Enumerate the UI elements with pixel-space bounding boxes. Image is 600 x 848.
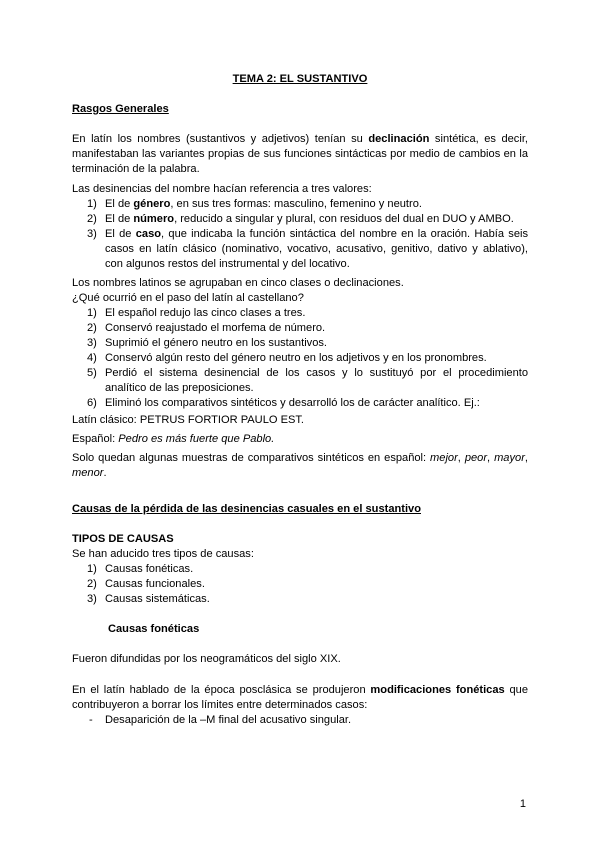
foneticas-heading: Causas fonéticas bbox=[108, 623, 200, 635]
list-item: 2) El de número, reducido a singular y plural, con residuos del dual en DUO y AMBO. bbox=[87, 213, 514, 225]
tipos-heading: TIPOS DE CAUSAS bbox=[72, 533, 174, 545]
list-item: 1) El de género, en sus tres formas: masculino, femenino y neutro. bbox=[87, 198, 422, 210]
term-declinacion: declinación bbox=[368, 133, 430, 145]
posclasica-paragraph: En el latín hablado de la época posclásica se produjeron modificaciones fonéticas que contribuyeron a borrar los límites entre determinados casos: bbox=[72, 684, 528, 711]
desinencias-intro: Las desinencias del nombre hacían referencia a tres valores: bbox=[72, 183, 372, 195]
list-item: 2) Causas funcionales. bbox=[87, 578, 205, 590]
nombres-latinos: Los nombres latinos se agrupaban en cinco clases o declinaciones. bbox=[72, 277, 404, 289]
list-item: 1) El español redujo las cinco clases a tres. bbox=[87, 307, 306, 319]
section-heading-causas: Causas de la pérdida de las desinencias casuales en el sustantivo bbox=[72, 503, 421, 515]
list-item: - Desaparición de la –M final del acusativo singular. bbox=[89, 714, 352, 726]
list-item: 5) Perdió el sistema desinencial de los casos y lo sustituyó por el procedimiento analítico de las preposiciones. bbox=[87, 367, 528, 394]
intro-paragraph: En latín los nombres (sustantivos y adjetivos) tenían su declinación sintética, es decir, manifestaban las variantes propias de sus funciones sintácticas por medio de cambios en la terminación de la palabra. bbox=[72, 133, 528, 175]
espanol-example: Español: Pedro es más fuerte que Pablo. bbox=[72, 433, 275, 445]
page-number: 1 bbox=[519, 798, 526, 810]
difundidas-paragraph: Fueron difundidas por los neogramáticos del siglo XIX. bbox=[72, 653, 341, 665]
tipos-intro: Se han aducido tres tipos de causas: bbox=[72, 548, 254, 560]
list-item: 6) Eliminó los comparativos sintéticos y desarrolló los de carácter analítico. Ej.: bbox=[87, 397, 480, 409]
list-item: 1) Causas fonéticas. bbox=[87, 563, 194, 575]
comparativos-paragraph: Solo quedan algunas muestras de comparativos sintéticos en español: mejor, peor, mayor, menor. bbox=[72, 452, 528, 479]
cambios-list bbox=[72, 306, 528, 411]
tipos-list bbox=[72, 562, 528, 607]
valores-list bbox=[72, 197, 528, 272]
document-title: TEMA 2: EL SUSTANTIVO bbox=[232, 73, 368, 85]
pregunta: ¿Qué ocurrió en el paso del latín al castellano? bbox=[72, 292, 304, 304]
list-item: 2) Conservó reajustado el morfema de número. bbox=[87, 322, 326, 334]
list-item: 3) El de caso, que indicaba la función sintáctica del nombre en la oración. Había seis casos en latín clásico (nominativo, vocativo, acusativo, genitivo, dativo y ablativo), con algunos restos del instrumental y del locativo. bbox=[87, 228, 529, 270]
list-item: 3) Suprimió el género neutro en los sustantivos. bbox=[87, 337, 327, 349]
dash-list bbox=[72, 713, 528, 728]
list-item: 4) Conservó algún resto del género neutro en los adjetivos y en los pronombres. bbox=[87, 352, 487, 364]
list-item: 3) Causas sistemáticas. bbox=[87, 593, 210, 605]
latin-clasico-example: Latín clásico: PETRUS FORTIOR PAULO EST. bbox=[72, 414, 305, 426]
section-heading-rasgos: Rasgos Generales bbox=[72, 103, 169, 115]
